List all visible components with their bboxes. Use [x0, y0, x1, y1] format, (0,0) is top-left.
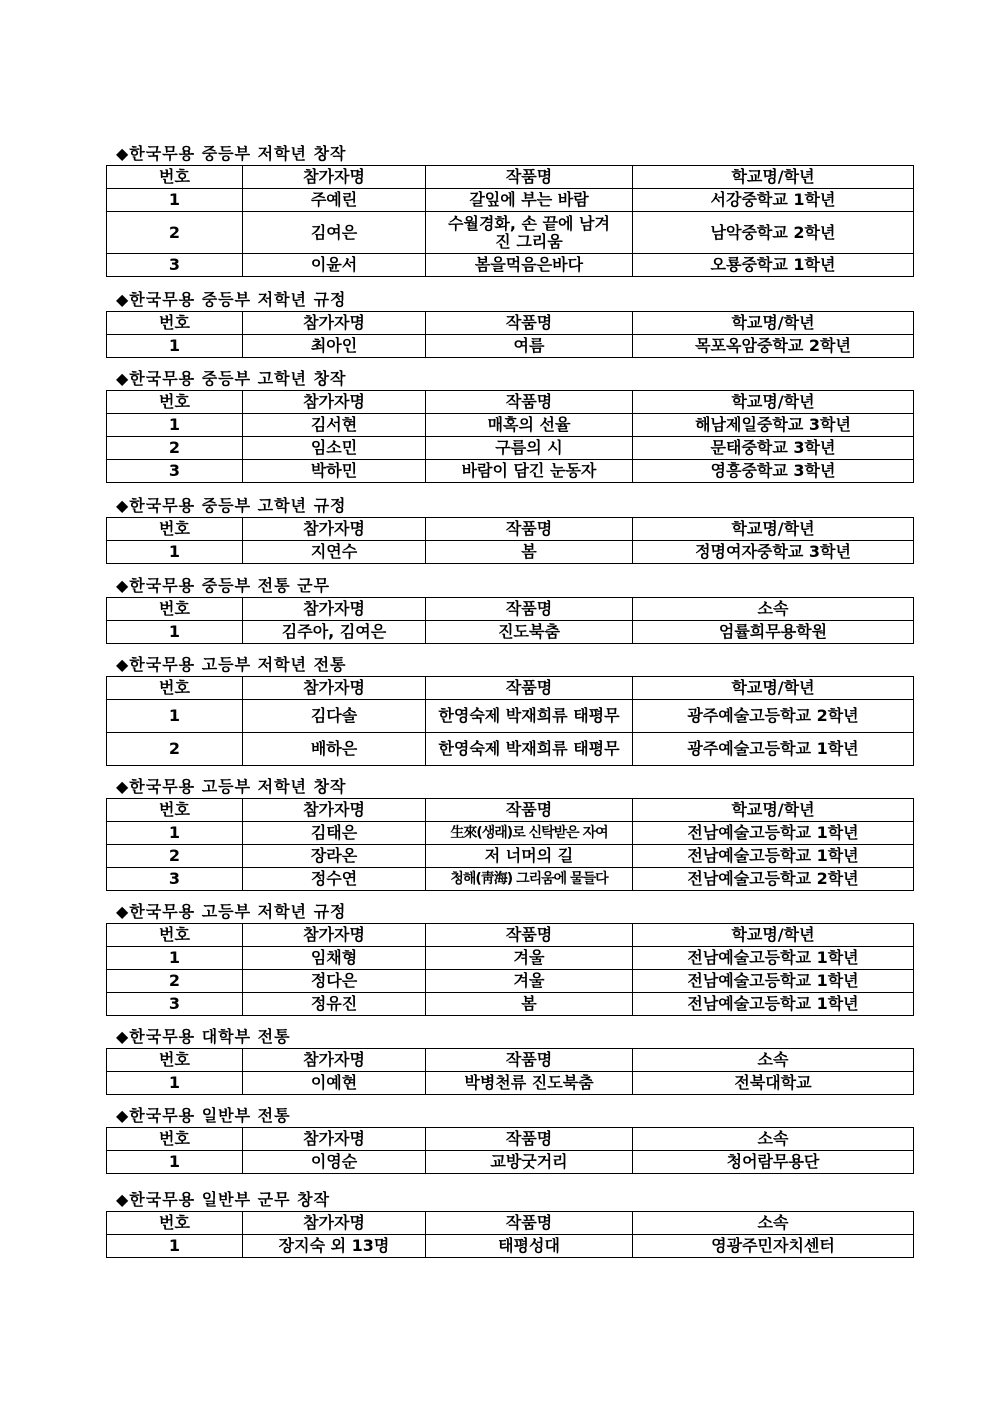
cell-number: 1: [107, 700, 243, 733]
cell-participant: 정유진: [243, 993, 426, 1016]
table-row: [107, 868, 914, 891]
cell-participant: 이윤서: [243, 254, 426, 277]
table-header-row: [107, 799, 914, 822]
col-header-number: 번호: [107, 677, 243, 700]
cell-school: 정명여자중학교 3학년: [633, 541, 914, 564]
section-general-traditional: [106, 1105, 913, 1174]
cell-participant: 장라온: [243, 845, 426, 868]
cell-work: 매혹의 선율: [426, 414, 633, 437]
cell-school: 해남제일중학교 3학년: [633, 414, 914, 437]
col-header-work: 작품명: [426, 1212, 633, 1235]
cell-work: 청해(靑海) 그리움에 물들다: [426, 868, 633, 891]
cell-work: 겨울: [426, 947, 633, 970]
cell-work: 진도북춤: [426, 621, 633, 644]
section-general-group-creative: [106, 1189, 913, 1258]
col-header-number: 번호: [107, 924, 243, 947]
table-row: [107, 189, 914, 212]
cell-affiliation: 전북대학교: [633, 1072, 914, 1095]
col-header-school: 학교명/학년: [633, 391, 914, 414]
cell-work: 한영숙제 박재희류 태평무: [426, 700, 633, 733]
entries-table: [106, 311, 914, 358]
cell-school: 남악중학교 2학년: [633, 212, 914, 254]
table-row: [107, 541, 914, 564]
table-row: [107, 1072, 914, 1095]
col-header-school: 학교명/학년: [633, 677, 914, 700]
cell-number: 1: [107, 947, 243, 970]
cell-participant: 이영순: [243, 1151, 426, 1174]
cell-work: 박병천류 진도북춤: [426, 1072, 633, 1095]
col-header-school: 학교명/학년: [633, 518, 914, 541]
section-university-traditional: [106, 1026, 913, 1095]
col-header-affiliation: 소속: [633, 1049, 914, 1072]
cell-work: 봄: [426, 993, 633, 1016]
cell-work: 바람이 담긴 눈동자: [426, 460, 633, 483]
cell-work: 한영숙제 박재희류 태평무: [426, 733, 633, 766]
col-header-work: 작품명: [426, 799, 633, 822]
col-header-work: 작품명: [426, 518, 633, 541]
table-row: [107, 212, 914, 254]
section-high-junior-traditional: [106, 654, 913, 766]
col-header-participant: 참가자명: [243, 1128, 426, 1151]
col-header-participant: 참가자명: [243, 166, 426, 189]
col-header-affiliation: 소속: [633, 598, 914, 621]
cell-participant: 김다솔: [243, 700, 426, 733]
table-row: [107, 335, 914, 358]
col-header-participant: 참가자명: [243, 677, 426, 700]
section-title: ◆한국무용 중등부 저학년 규정: [116, 290, 347, 309]
section-title: ◆한국무용 중등부 저학년 창작: [116, 144, 347, 163]
cell-participant: 최아인: [243, 335, 426, 358]
col-header-work: 작품명: [426, 391, 633, 414]
cell-number: 1: [107, 541, 243, 564]
section-middle-junior-standard: [106, 289, 913, 358]
col-header-participant: 참가자명: [243, 391, 426, 414]
table-row: [107, 460, 914, 483]
table-row: [107, 254, 914, 277]
table-row: [107, 414, 914, 437]
cell-participant: 김여은: [243, 212, 426, 254]
table-row: [107, 845, 914, 868]
cell-school: 전남예술고등학교 1학년: [633, 845, 914, 868]
cell-work: 저 너머의 길: [426, 845, 633, 868]
col-header-number: 번호: [107, 391, 243, 414]
col-header-number: 번호: [107, 799, 243, 822]
col-header-work: 작품명: [426, 1128, 633, 1151]
table-row: [107, 1235, 914, 1258]
col-header-number: 번호: [107, 1128, 243, 1151]
cell-work: 生來(생래)로 신탁받은 자여: [426, 822, 633, 845]
cell-number: 1: [107, 1235, 243, 1258]
table-row: [107, 822, 914, 845]
table-row: [107, 700, 914, 733]
cell-number: 3: [107, 460, 243, 483]
entries-table: [106, 923, 914, 1016]
cell-number: 3: [107, 993, 243, 1016]
col-header-number: 번호: [107, 312, 243, 335]
col-header-number: 번호: [107, 1049, 243, 1072]
col-header-work: 작품명: [426, 1049, 633, 1072]
cell-work: 교방굿거리: [426, 1151, 633, 1174]
section-title: ◆한국무용 대학부 전통: [116, 1027, 291, 1046]
col-header-participant: 참가자명: [243, 1212, 426, 1235]
cell-number: 1: [107, 1072, 243, 1095]
col-header-participant: 참가자명: [243, 1049, 426, 1072]
table-row: [107, 970, 914, 993]
entries-table: [106, 1127, 914, 1174]
col-header-work: 작품명: [426, 166, 633, 189]
cell-school: 서강중학교 1학년: [633, 189, 914, 212]
section-title: ◆한국무용 중등부 고학년 창작: [116, 369, 347, 388]
cell-work: 수월경화, 손 끝에 남겨진 그리움: [426, 212, 633, 254]
col-header-number: 번호: [107, 1212, 243, 1235]
cell-number: 2: [107, 970, 243, 993]
entries-table: [106, 1048, 914, 1095]
col-header-participant: 참가자명: [243, 924, 426, 947]
table-row: [107, 733, 914, 766]
cell-affiliation: 영광주민자치센터: [633, 1235, 914, 1258]
cell-work: 봄: [426, 541, 633, 564]
cell-number: 3: [107, 254, 243, 277]
section-title: ◆한국무용 고등부 저학년 창작: [116, 777, 347, 796]
entries-table: [106, 798, 914, 891]
cell-school: 광주예술고등학교 1학년: [633, 733, 914, 766]
cell-participant: 임소민: [243, 437, 426, 460]
cell-participant: 임채형: [243, 947, 426, 970]
col-header-number: 번호: [107, 598, 243, 621]
table-header-row: [107, 924, 914, 947]
table-header-row: [107, 312, 914, 335]
cell-school: 전남예술고등학교 1학년: [633, 970, 914, 993]
entries-table: [106, 1211, 914, 1258]
cell-number: 1: [107, 335, 243, 358]
entries-table: [106, 390, 914, 483]
section-title: ◆한국무용 일반부 전통: [116, 1106, 291, 1125]
section-middle-junior-creative: [106, 143, 913, 277]
cell-affiliation: 엄률희무용학원: [633, 621, 914, 644]
col-header-participant: 참가자명: [243, 598, 426, 621]
cell-participant: 박하민: [243, 460, 426, 483]
cell-school: 목포옥암중학교 2학년: [633, 335, 914, 358]
section-title: ◆한국무용 중등부 고학년 규정: [116, 496, 347, 515]
cell-participant: 주예린: [243, 189, 426, 212]
section-high-junior-standard: [106, 901, 913, 1016]
table-header-row: [107, 518, 914, 541]
cell-number: 1: [107, 1151, 243, 1174]
col-header-work: 작품명: [426, 312, 633, 335]
cell-participant: 지연수: [243, 541, 426, 564]
cell-participant: 김주아, 김여은: [243, 621, 426, 644]
cell-participant: 정수연: [243, 868, 426, 891]
col-header-school: 학교명/학년: [633, 799, 914, 822]
entries-table: [106, 597, 914, 644]
col-header-work: 작품명: [426, 598, 633, 621]
cell-number: 1: [107, 414, 243, 437]
cell-affiliation: 청어람무용단: [633, 1151, 914, 1174]
entries-table: [106, 517, 914, 564]
cell-number: 1: [107, 822, 243, 845]
table-header-row: [107, 677, 914, 700]
cell-work: 겨울: [426, 970, 633, 993]
cell-number: 2: [107, 733, 243, 766]
col-header-school: 학교명/학년: [633, 166, 914, 189]
cell-school: 전남예술고등학교 1학년: [633, 822, 914, 845]
section-title: ◆한국무용 일반부 군무 창작: [116, 1190, 331, 1209]
entries-table: [106, 165, 914, 277]
col-header-work: 작품명: [426, 677, 633, 700]
col-header-participant: 참가자명: [243, 518, 426, 541]
cell-work: 태평성대: [426, 1235, 633, 1258]
cell-participant: 이예현: [243, 1072, 426, 1095]
cell-school: 오룡중학교 1학년: [633, 254, 914, 277]
table-header-row: [107, 1212, 914, 1235]
cell-participant: 정다은: [243, 970, 426, 993]
table-header-row: [107, 166, 914, 189]
cell-number: 1: [107, 621, 243, 644]
cell-school: 문태중학교 3학년: [633, 437, 914, 460]
table-row: [107, 993, 914, 1016]
cell-number: 2: [107, 437, 243, 460]
section-high-junior-creative: [106, 776, 913, 891]
cell-school: 광주예술고등학교 2학년: [633, 700, 914, 733]
col-header-participant: 참가자명: [243, 799, 426, 822]
table-row: [107, 437, 914, 460]
entries-table: [106, 676, 914, 766]
cell-work: 갈잎에 부는 바람: [426, 189, 633, 212]
col-header-number: 번호: [107, 166, 243, 189]
section-middle-senior-standard: [106, 495, 913, 564]
cell-number: 1: [107, 189, 243, 212]
cell-work: 여름: [426, 335, 633, 358]
col-header-number: 번호: [107, 518, 243, 541]
cell-school: 영흥중학교 3학년: [633, 460, 914, 483]
cell-school: 전남예술고등학교 1학년: [633, 947, 914, 970]
cell-participant: 장지숙 외 13명: [243, 1235, 426, 1258]
col-header-school: 학교명/학년: [633, 312, 914, 335]
section-middle-senior-creative: [106, 368, 913, 483]
table-header-row: [107, 391, 914, 414]
cell-participant: 배하은: [243, 733, 426, 766]
table-row: [107, 621, 914, 644]
col-header-affiliation: 소속: [633, 1212, 914, 1235]
cell-school: 전남예술고등학교 1학년: [633, 993, 914, 1016]
section-title: ◆한국무용 중등부 전통 군무: [116, 576, 331, 595]
table-row: [107, 1151, 914, 1174]
cell-work: 봄을먹음은바다: [426, 254, 633, 277]
table-header-row: [107, 1049, 914, 1072]
table-header-row: [107, 598, 914, 621]
cell-participant: 김태은: [243, 822, 426, 845]
cell-work: 구름의 시: [426, 437, 633, 460]
table-row: [107, 947, 914, 970]
cell-school: 전남예술고등학교 2학년: [633, 868, 914, 891]
col-header-affiliation: 소속: [633, 1128, 914, 1151]
section-title: ◆한국무용 고등부 저학년 규정: [116, 902, 347, 921]
cell-number: 2: [107, 845, 243, 868]
col-header-work: 작품명: [426, 924, 633, 947]
col-header-school: 학교명/학년: [633, 924, 914, 947]
cell-number: 2: [107, 212, 243, 254]
section-title: ◆한국무용 고등부 저학년 전통: [116, 655, 347, 674]
table-header-row: [107, 1128, 914, 1151]
col-header-participant: 참가자명: [243, 312, 426, 335]
cell-participant: 김서현: [243, 414, 426, 437]
section-middle-traditional-group: [106, 575, 913, 644]
cell-number: 3: [107, 868, 243, 891]
